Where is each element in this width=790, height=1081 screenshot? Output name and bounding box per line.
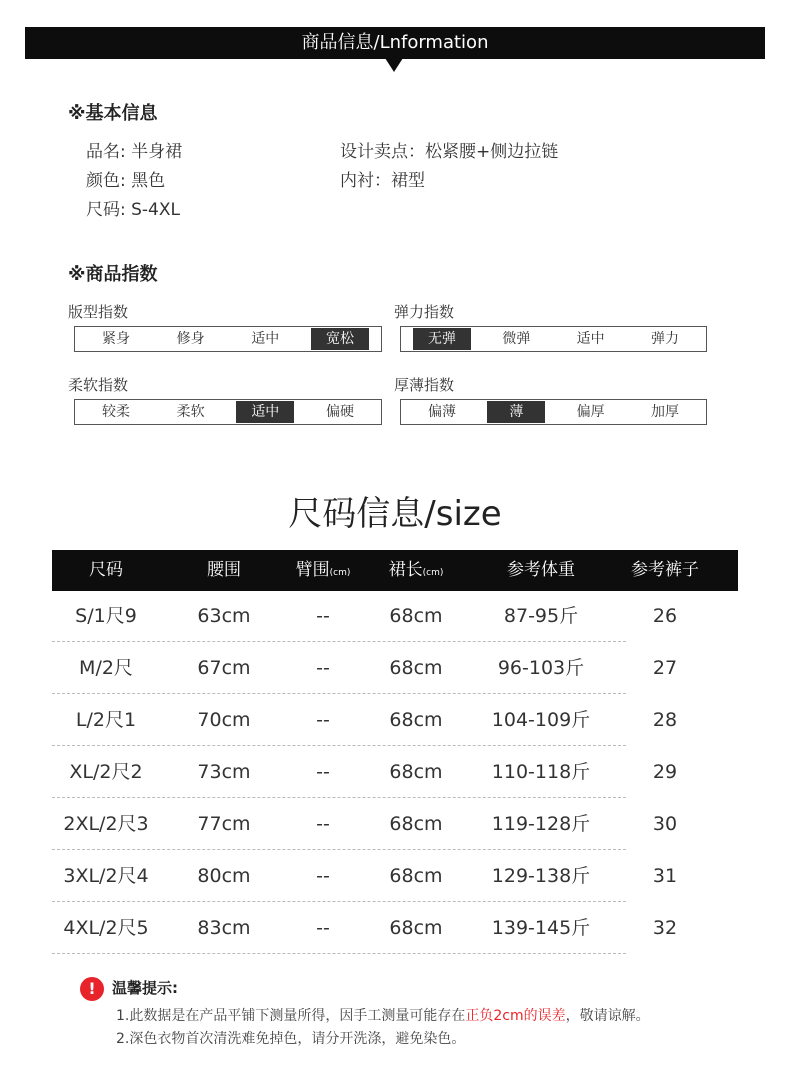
info-color: 颜色: 黑色 [86, 171, 166, 191]
table-cell: 139-145斤 [491, 917, 591, 939]
notice-line-2: 2.深色衣物首次清洗难免掉色，请分开洗涤，避免染色。 [116, 1031, 466, 1047]
table-cell: 31 [652, 865, 678, 887]
basic-info-heading: ※基本信息 [68, 103, 158, 124]
index-option-selected: 薄 [487, 401, 545, 423]
table-cell: 27 [652, 657, 678, 679]
index-scale [400, 326, 707, 352]
index-option: 偏硬 [325, 404, 354, 420]
table-cell: XL/2尺2 [69, 761, 143, 783]
table-cell: 4XL/2尺5 [63, 917, 149, 939]
info-product-name: 品名: 半身裙 [86, 142, 183, 162]
table-row [52, 902, 738, 954]
table-cell: 68cm [389, 761, 443, 783]
table-cell: 129-138斤 [491, 865, 591, 887]
table-cell: 80cm [197, 865, 251, 887]
index-label: 柔软指数 [68, 376, 129, 394]
banner-title: 商品信息/Lnformation [301, 32, 489, 53]
index-option: 柔软 [176, 404, 205, 420]
page-banner [25, 27, 765, 59]
index-option: 偏薄 [428, 404, 456, 420]
table-cell: 67cm [197, 657, 251, 679]
index-option: 修身 [176, 331, 205, 347]
index-label: 厚薄指数 [394, 376, 455, 394]
index-label: 版型指数 [68, 303, 129, 321]
size-table-column-header [273, 550, 373, 591]
table-row [52, 590, 738, 642]
table-cell: 68cm [389, 917, 443, 939]
table-cell: 32 [652, 917, 678, 939]
notice-line-1-end: ，敬请谅解。 [565, 1008, 650, 1024]
table-cell: 26 [652, 605, 678, 627]
notice-title: 温馨提示: [112, 979, 178, 997]
info-size-range: 尺码: S-4XL [86, 200, 180, 220]
table-cell: 70cm [197, 709, 251, 731]
size-table-column-header [610, 550, 720, 591]
table-cell: 77cm [197, 813, 251, 835]
index-option: 弹力 [650, 331, 679, 347]
column-header-label: 参考体重 [507, 560, 575, 580]
index-label: 弹力指数 [394, 303, 455, 321]
table-row [52, 694, 738, 746]
size-title: 尺码信息/size [288, 494, 502, 534]
table-row [52, 850, 738, 902]
table-cell: -- [316, 917, 330, 939]
size-table-column-header [56, 550, 156, 591]
table-cell: 68cm [389, 813, 443, 835]
table-cell: 2XL/2尺3 [63, 813, 149, 835]
table-cell: 104-109斤 [491, 709, 591, 731]
table-cell: -- [316, 761, 330, 783]
notice-line-1 [116, 1005, 650, 1025]
table-cell: 68cm [389, 709, 443, 731]
basic-info-left [86, 138, 182, 225]
table-cell: 96-103斤 [497, 657, 585, 679]
column-header-label: 尺码 [89, 560, 123, 580]
index-option: 微弹 [502, 331, 531, 347]
index-scale [74, 326, 382, 352]
index-option-selected: 适中 [236, 401, 294, 423]
index-option: 适中 [576, 331, 605, 347]
table-cell: -- [316, 865, 330, 887]
table-cell: S/1尺9 [75, 605, 137, 627]
table-cell: -- [316, 605, 330, 627]
table-cell: 68cm [389, 605, 443, 627]
index-heading: ※商品指数 [68, 264, 158, 285]
basic-info-right [340, 138, 558, 196]
table-cell: 110-118斤 [491, 761, 591, 783]
column-header-label: 参考裤子 [631, 560, 699, 580]
table-row [52, 746, 738, 798]
column-header-label: 裙长 [388, 560, 423, 580]
table-cell: 68cm [389, 657, 443, 679]
column-header-label: 腰围 [207, 560, 241, 580]
index-option: 较柔 [102, 404, 130, 420]
index-option: 紧身 [102, 331, 130, 347]
table-cell: -- [316, 657, 330, 679]
warning-icon: ! [80, 977, 104, 1001]
table-cell: 28 [652, 709, 678, 731]
index-option: 适中 [251, 331, 280, 347]
table-cell: 29 [652, 761, 678, 783]
table-cell: -- [316, 813, 330, 835]
table-cell: L/2尺1 [75, 709, 137, 731]
info-design-feature: 设计卖点：松紧腰+侧边拉链 [340, 142, 559, 162]
table-cell: 30 [652, 813, 678, 835]
size-table-column-header [174, 550, 274, 591]
table-cell: 73cm [197, 761, 251, 783]
table-cell: 119-128斤 [491, 813, 591, 835]
table-cell: 63cm [197, 605, 251, 627]
index-option-selected: 宽松 [311, 328, 369, 350]
table-cell: 83cm [197, 917, 251, 939]
index-scale [400, 399, 707, 425]
info-lining: 内衬：裙型 [340, 171, 425, 191]
table-row [52, 798, 738, 850]
index-option-selected: 无弹 [413, 328, 471, 350]
table-cell: M/2尺 [79, 657, 133, 679]
column-header-unit: (cm) [329, 568, 351, 578]
size-table-column-header [471, 550, 611, 591]
column-header-label: 臂围 [295, 560, 330, 580]
row-divider [52, 953, 626, 954]
size-table-column-header [366, 550, 466, 591]
table-row [52, 642, 738, 694]
size-table-header [52, 550, 738, 591]
table-cell: 68cm [389, 865, 443, 887]
banner-pointer-icon [385, 58, 403, 72]
index-option: 偏厚 [576, 404, 605, 420]
table-cell: -- [316, 709, 330, 731]
index-option: 加厚 [650, 404, 679, 420]
index-scale [74, 399, 382, 425]
table-cell: 87-95斤 [503, 605, 579, 627]
column-header-unit: (cm) [422, 568, 444, 578]
notice-line-1-start: 1.此数据是在产品平铺下测量所得，因手工测量可能存在 [116, 1008, 466, 1024]
table-cell: 3XL/2尺4 [63, 865, 149, 887]
notice-highlight: 正负2cm的误差 [465, 1008, 566, 1024]
